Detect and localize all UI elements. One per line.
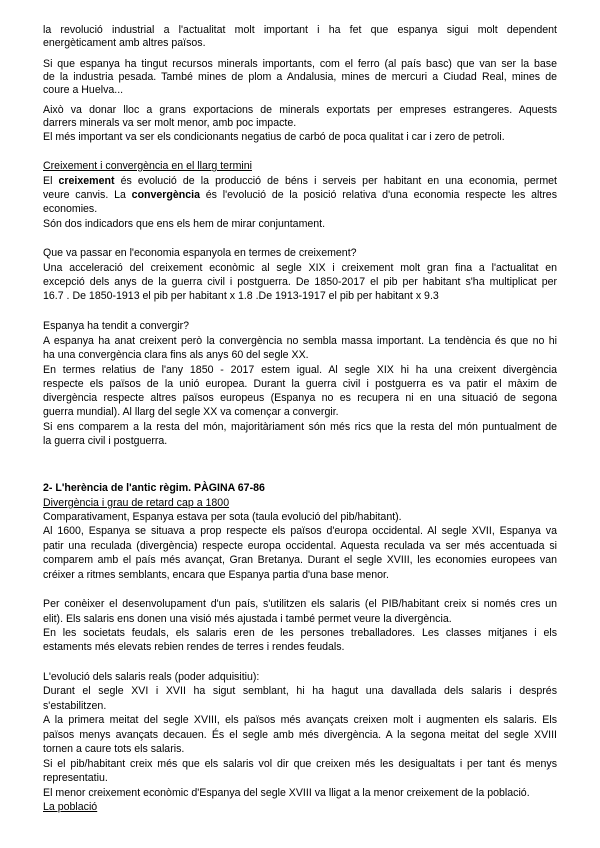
text-line: Si que espanya ha tingut recursos minerals importants, com el ferro (al país basc) que van ser la base bbox=[43, 58, 557, 70]
bold-term: creixement bbox=[58, 175, 115, 187]
text-line: elit). Els salaris ens donen una visió més ajustada i també permet veure la divergència. bbox=[43, 613, 452, 625]
text-line: guerra mundial). Al llarg del segle XX va començar a convergir. bbox=[43, 406, 339, 418]
text-line: respecte els països de la unió europea. Durant la guerra civil i postguerra es va patir el màxim de bbox=[43, 378, 557, 390]
text-line: A espanya ha anat creixent però la convergència no sembla massa important. La tendència és que no hi bbox=[43, 335, 557, 347]
text-line: comparem amb el país més avançat, Gran Bretanya. Durant el segle XVIII, les economies europees van bbox=[43, 554, 557, 566]
text-line: estaments més elevats rebien rendes de terres i rendes feudals. bbox=[43, 641, 345, 653]
text-line: El menor creixement econòmic d'Espanya del segle XVIII va lligat a la menor creixement de la població. bbox=[43, 787, 530, 799]
text-line: de la industria pesada. També mines de plom a Andalusia, mines de mercuri a Ciudad Real, mines de bbox=[43, 71, 557, 83]
text-line: El creixement és evolució de la producció de béns i serveis per habitant en una economia, permet bbox=[43, 175, 557, 187]
text-line: El més important va ser els condicionants negatius de carbó de poca qualitat i car i zero de petroli. bbox=[43, 131, 505, 143]
text-line: A la primera meitat del segle XVIII, els països més avançats creixen molt i augmenten els salaris. Els bbox=[43, 714, 557, 726]
text-line: coure a Huelva... bbox=[43, 84, 124, 96]
text-line: Per conèixer el desenvolupament d'un país, s'utilitzen els salaris (el PIB/habitant creix si només cres un bbox=[43, 598, 557, 610]
section-heading: Creixement i convergència en el llarg termini bbox=[43, 160, 253, 172]
text-line: créixer a ritmes semblants, encara que Espanya partia d'una base menor. bbox=[43, 569, 389, 581]
text-line: excepció dels anys de la guerra civil i postguerra. De 1850-2017 el pib per habitant s'ha multiplicat per bbox=[43, 276, 557, 288]
text-line: Si el pib/habitant creix més que els salaris vol dir que creixen més les desigualtats i per tant és menys bbox=[43, 758, 557, 770]
text-line: veure canvis. La convergència és l'evolució de la posició relativa d'una economia respecte les altres bbox=[43, 189, 557, 201]
text-line: En les societats feudals, els salaris eren de les persones treballadores. Les classes mitjanes i els bbox=[43, 627, 557, 639]
text-line: Una acceleració del creixement econòmic al segle XIX i creixement molt gran fina a l'actualitat en bbox=[43, 262, 557, 274]
text-line: la guerra civil i postguerra. bbox=[43, 435, 168, 447]
text-line: ha una convergència clara fins als anys 60 del segle XX. bbox=[43, 349, 309, 361]
text-line: Si ens comparem a la resta del món, majoritàriament són més rics que la resta del món puntualment de bbox=[43, 421, 557, 433]
text-line: patir una reculada (divergència) respecte europa occidental. Aquesta reculada va ser més accentuada si bbox=[43, 540, 557, 552]
text-line: s'estabilitzen. bbox=[43, 700, 107, 712]
text-line: Són dos indicadors que ens els hem de mirar conjuntament. bbox=[43, 218, 326, 230]
text-line: representatiu. bbox=[43, 772, 108, 784]
question-line: Espanya ha tendit a convergir? bbox=[43, 320, 190, 332]
text-line: Al 1600, Espanya se situava a prop respecte els països d'europa occidental. Al segle XVII, Espanya va bbox=[43, 525, 557, 537]
section-heading: Divergència i grau de retard cap a 1800 bbox=[43, 497, 230, 509]
text-line: la revolució industrial a l'actualitat molt important i ha fet que espanya sigui molt dependent bbox=[43, 24, 557, 36]
text-line: Això va donar lloc a grans exportacions de minerals exportats per empreses estrangeres. Aquests bbox=[43, 104, 557, 116]
text-line: En termes relatius de l'any 1850 - 2017 estem igual. Al segle XIX hi ha una creixent divergència bbox=[43, 364, 557, 376]
text-line: Comparativament, Espanya estava per sota (taula evolució del pib/habitant). bbox=[43, 511, 402, 523]
chapter-heading: 2- L'herència de l'antic règim. PÀGINA 67-86 bbox=[43, 482, 265, 494]
section-heading: La població bbox=[43, 801, 98, 813]
bold-term: convergència bbox=[131, 189, 200, 201]
question-line: Que va passar en l'economia espanyola en termes de creixement? bbox=[43, 247, 357, 259]
text-line: energèticament amb altres països. bbox=[43, 37, 206, 49]
text-line: països menys avançats decauen. És el segle amb més divergència. A la segona meitat del segle XVIII bbox=[43, 729, 557, 741]
text-line: Durant el segle XVI i XVII ha sigut semblant, hi ha hagut una davallada dels salaris i després bbox=[43, 685, 557, 697]
text-line: tornen a caure tots els salaris. bbox=[43, 743, 185, 755]
text-line: 16.7 . De 1850-1913 el pib per habitant x 1.8 .De 1913-1917 el pib per habitant x 9.3 bbox=[43, 290, 439, 302]
text-line: darrers minerals va ser molt menor, amb poc impacte. bbox=[43, 117, 297, 129]
text-line: economies. bbox=[43, 203, 98, 215]
text-line: L'evolució dels salaris reals (poder adquisitiu): bbox=[43, 671, 260, 683]
text-line: divergència respecte altres països europeus (Espanya no es recupera ni en una situació de segona bbox=[43, 392, 557, 404]
